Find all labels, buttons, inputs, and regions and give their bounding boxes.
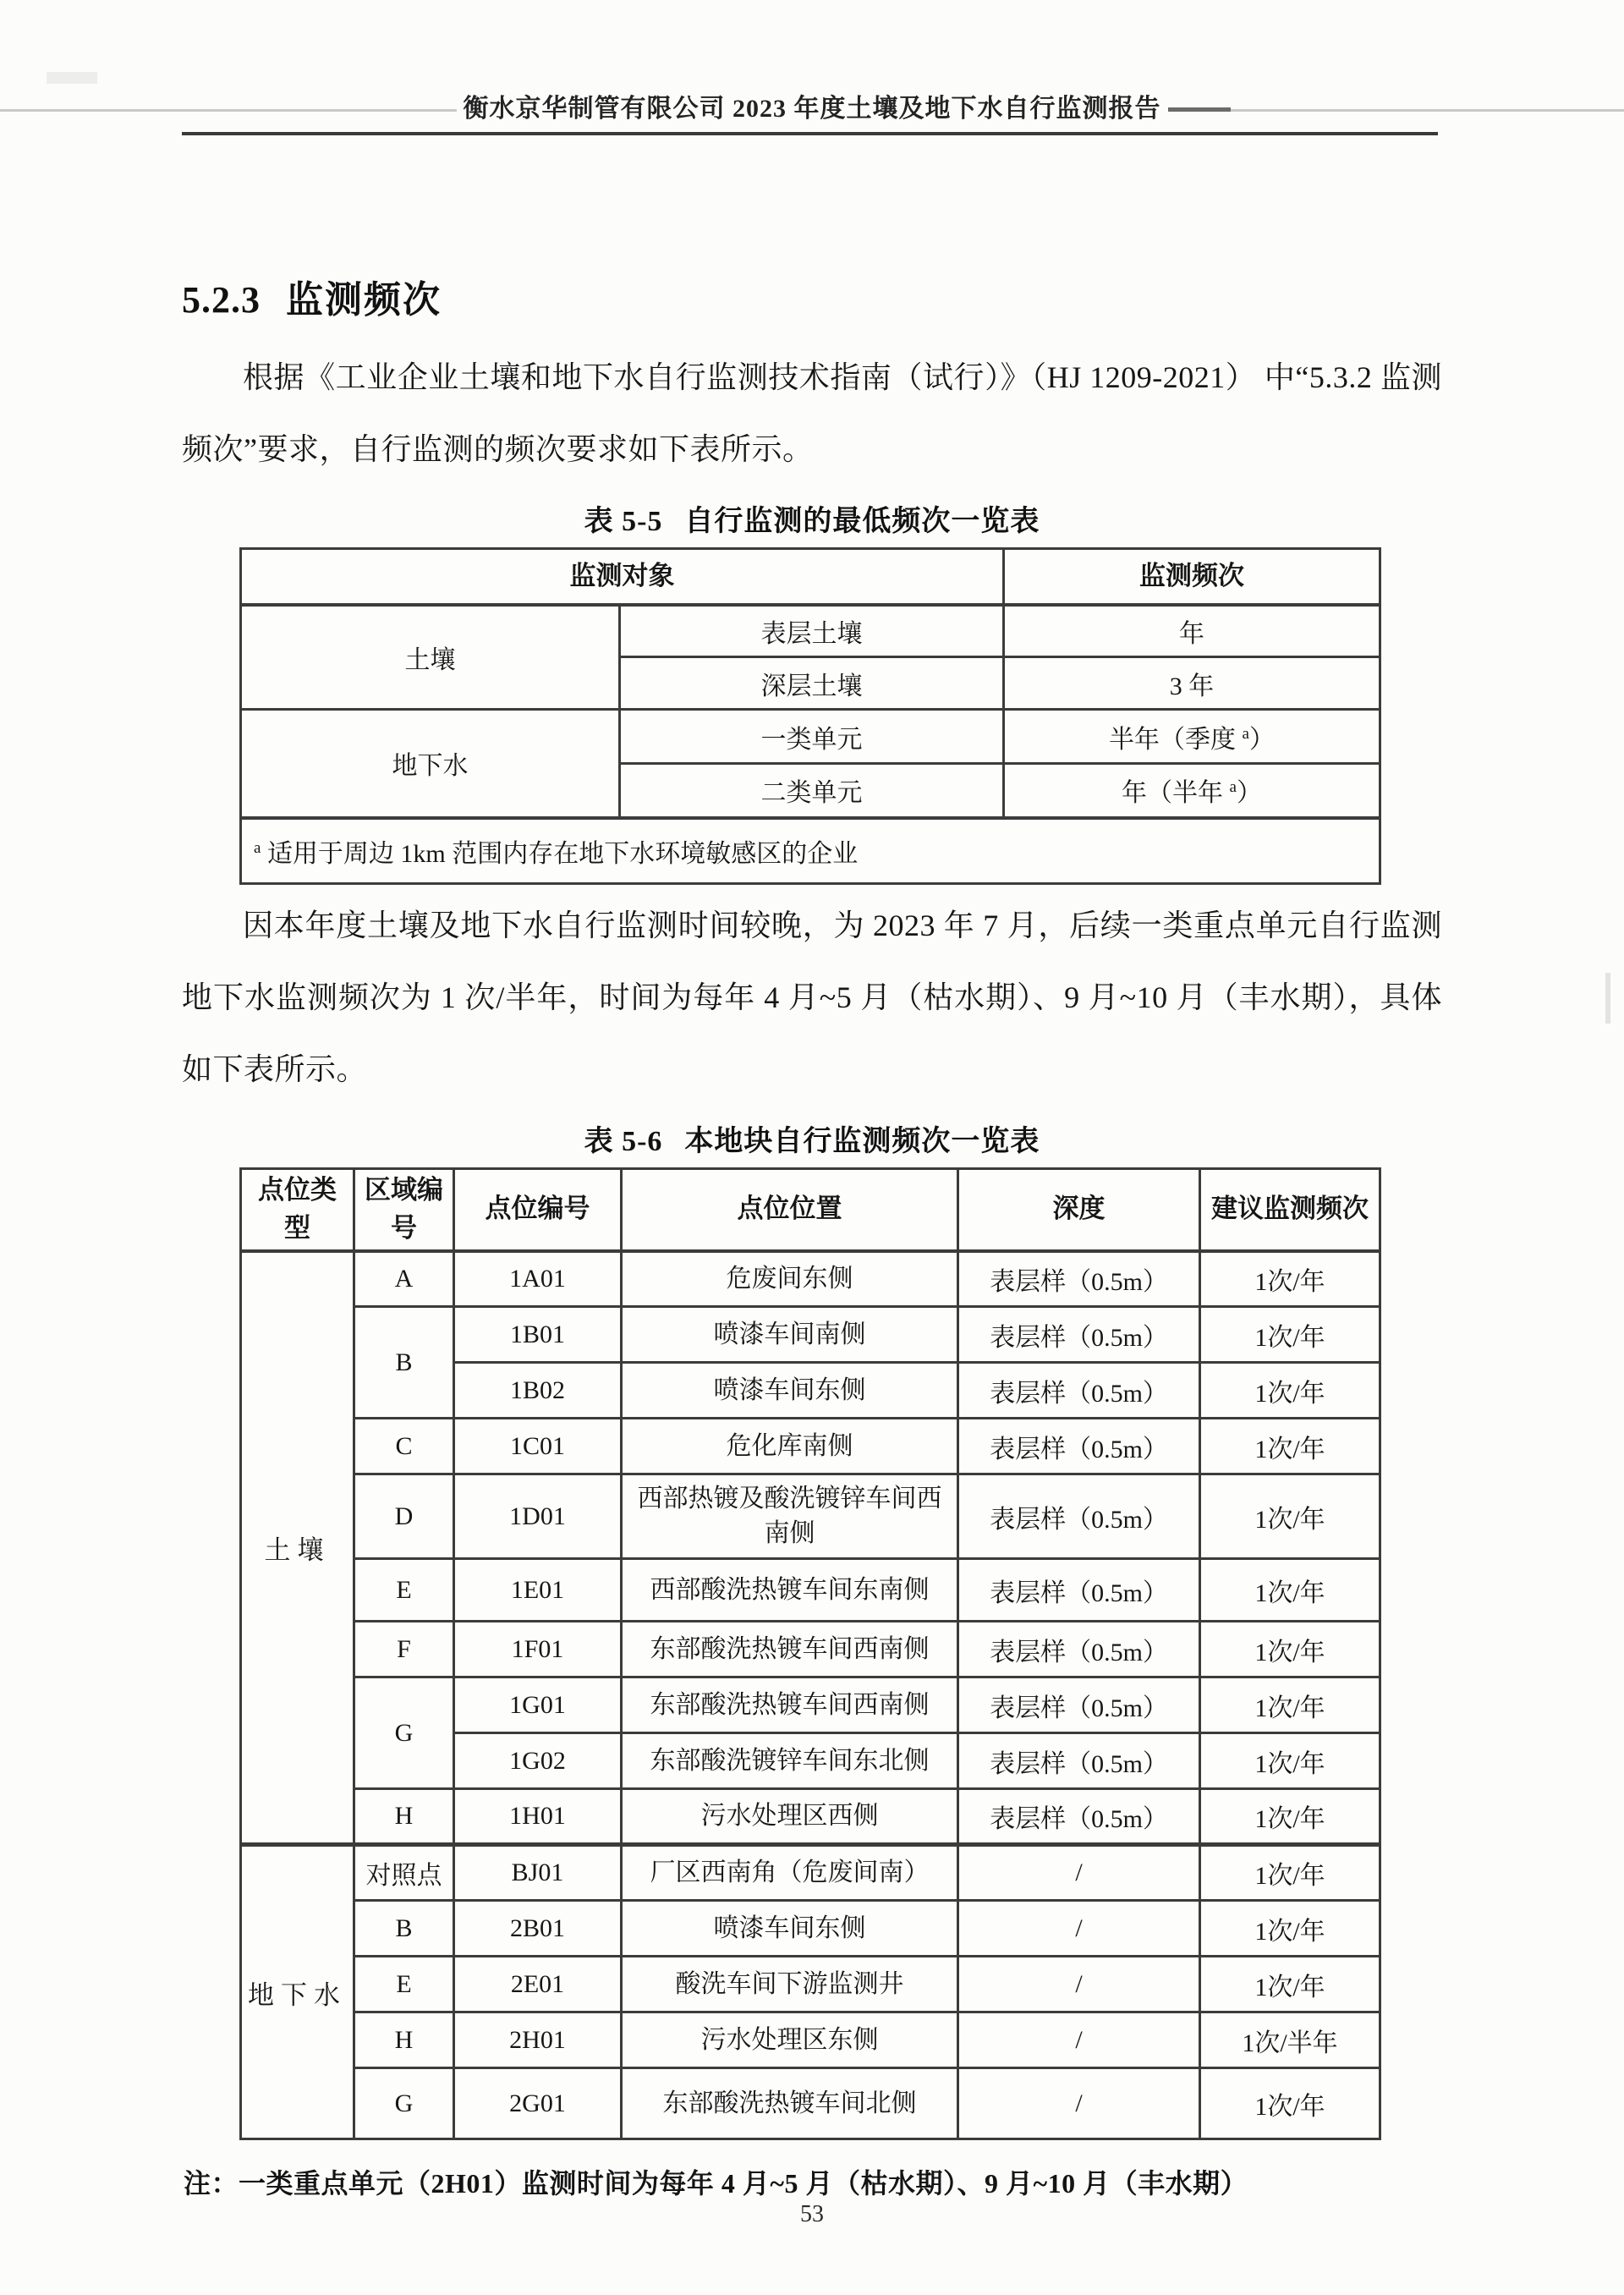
- depth-cell: /: [958, 1901, 1200, 1957]
- frequency-cell: 1次/年: [1200, 1363, 1380, 1419]
- zone-cell: D: [354, 1474, 454, 1559]
- category-cell-soil: 土壤: [241, 1251, 354, 1845]
- table-5-6-caption: [182, 1117, 1442, 1159]
- zone-cell: E: [354, 1957, 454, 2012]
- frequency-cell: 1次/年: [1200, 1474, 1380, 1559]
- frequency-cell: 半年（季度 $^a$）: [1004, 710, 1380, 764]
- depth-cell: 表层样（0.5m）: [958, 1677, 1200, 1733]
- code-cell: 2H01: [454, 2012, 622, 2068]
- table-5-5-caption-text: 自行监测的最低频次一览表: [684, 506, 1040, 537]
- table-5-5-header-row: [241, 549, 1380, 605]
- header-point-type: 点位类型: [241, 1169, 354, 1251]
- location-cell: 东部酸洗镀锌车间东北侧: [622, 1733, 958, 1789]
- frequency-cell: 1次/年: [1200, 1845, 1380, 1901]
- running-header-title-text: 衡水京华制管有限公司 2023 年度土壤及地下水自行监测报告: [457, 95, 1168, 123]
- frequency-cell: 1次/年: [1200, 1622, 1380, 1677]
- zone-cell: H: [354, 2012, 454, 2068]
- header-point-location: 点位位置: [622, 1169, 958, 1251]
- table-row: [241, 1419, 1380, 1474]
- sub-cell: 深层土壤: [620, 657, 1004, 710]
- table-row: [241, 2068, 1380, 2139]
- category-cell-groundwater: 地下水: [241, 710, 620, 818]
- table-row: [241, 1251, 1380, 1307]
- frequency-cell: 年（半年 $^a$）: [1004, 764, 1380, 818]
- location-cell: 东部酸洗热镀车间西南侧: [622, 1677, 958, 1733]
- code-cell: 1G01: [454, 1677, 622, 1733]
- table-note: 注：一类重点单元（2H01）监测时间为每年 4 月~5 月（枯水期）、9 月~10 月（丰水期）: [184, 2168, 1248, 2199]
- table-5-5-caption-label: 表 5-5: [584, 506, 663, 537]
- table-row: [241, 1559, 1380, 1622]
- category-cell-groundwater: 地下水: [241, 1845, 354, 2139]
- location-cell: 污水处理区东侧: [622, 2012, 958, 2068]
- table-row: [241, 1901, 1380, 1957]
- zone-cell: G: [354, 1677, 454, 1789]
- location-cell: 喷漆车间东侧: [622, 1363, 958, 1419]
- location-cell: 喷漆车间东侧: [622, 1901, 958, 1957]
- code-cell: BJ01: [454, 1845, 622, 1901]
- zone-cell: C: [354, 1419, 454, 1474]
- running-header-title: [0, 87, 1624, 124]
- footnote-ref: a: [1229, 778, 1237, 797]
- depth-cell: /: [958, 2068, 1200, 2139]
- footnote-ref: a: [1242, 724, 1249, 743]
- zone-cell: F: [354, 1622, 454, 1677]
- depth-cell: 表层样（0.5m）: [958, 1789, 1200, 1845]
- zone-cell: H: [354, 1789, 454, 1845]
- code-cell: 1F01: [454, 1622, 622, 1677]
- table-row: [241, 1845, 1380, 1901]
- location-cell: 喷漆车间南侧: [622, 1307, 958, 1363]
- footnote-marker: a: [254, 838, 261, 857]
- table-footnote-row: [241, 818, 1380, 884]
- header-monitoring-object: 监测对象: [241, 549, 1004, 605]
- table-row: [241, 2012, 1380, 2068]
- depth-cell: /: [958, 1845, 1200, 1901]
- table-row: [241, 1307, 1380, 1363]
- frequency-cell: 1次/年: [1200, 1957, 1380, 2012]
- section-heading: [182, 269, 1442, 323]
- code-cell: 1A01: [454, 1251, 622, 1307]
- code-cell: 2E01: [454, 1957, 622, 2012]
- frequency-cell: 1次/年: [1200, 1559, 1380, 1622]
- depth-cell: 表层样（0.5m）: [958, 1307, 1200, 1363]
- category-cell-soil: 土壤: [241, 605, 620, 710]
- location-cell: 危化库南侧: [622, 1419, 958, 1474]
- header-point-code: 点位编号: [454, 1169, 622, 1251]
- zone-cell: E: [354, 1559, 454, 1622]
- table-5-6-caption-text: 本地块自行监测频次一览表: [684, 1126, 1040, 1157]
- location-cell: 西部酸洗热镀车间东南侧: [622, 1559, 958, 1622]
- location-cell: 东部酸洗热镀车间北侧: [622, 2068, 958, 2139]
- depth-cell: 表层样（0.5m）: [958, 1363, 1200, 1419]
- table-5-6-caption-label: 表 5-6: [584, 1126, 663, 1157]
- zone-cell: A: [354, 1251, 454, 1307]
- depth-cell: /: [958, 1957, 1200, 2012]
- code-cell: 2G01: [454, 2068, 622, 2139]
- zone-cell: 对照点: [354, 1845, 454, 1901]
- sub-cell: 表层土壤: [620, 605, 1004, 657]
- table-row: [241, 1957, 1380, 2012]
- location-cell: 东部酸洗热镀车间西南侧: [622, 1622, 958, 1677]
- depth-cell: 表层样（0.5m）: [958, 1419, 1200, 1474]
- header-suggested-frequency: 建议监测频次: [1200, 1169, 1380, 1251]
- frequency-cell: 1次/年: [1200, 1419, 1380, 1474]
- table-footnote: [241, 818, 1380, 884]
- frequency-cell: 1次/年: [1200, 2068, 1380, 2139]
- table-5-5: [239, 547, 1381, 885]
- table-5-5-caption: [182, 497, 1442, 539]
- table-row: [241, 605, 1380, 657]
- location-cell: 酸洗车间下游监测井: [622, 1957, 958, 2012]
- frequency-cell: 1次/年: [1200, 1251, 1380, 1307]
- table-row: [241, 1622, 1380, 1677]
- table-row: [241, 1789, 1380, 1845]
- table-row: [241, 710, 1380, 764]
- zone-cell: B: [354, 1307, 454, 1419]
- code-cell: 1G02: [454, 1733, 622, 1789]
- footnote-text: 适用于周边 1km 范围内存在地下水环境敏感区的企业: [261, 839, 859, 868]
- scan-smudge: [47, 72, 97, 84]
- depth-cell: 表层样（0.5m）: [958, 1251, 1200, 1307]
- depth-cell: 表层样（0.5m）: [958, 1733, 1200, 1789]
- header-underline: [182, 132, 1438, 135]
- frequency-cell: 1次/年: [1200, 1677, 1380, 1733]
- depth-cell: 表层样（0.5m）: [958, 1622, 1200, 1677]
- code-cell: 2B01: [454, 1901, 622, 1957]
- frequency-cell: 3 年: [1004, 657, 1380, 710]
- depth-cell: /: [958, 2012, 1200, 2068]
- section-title: 监测频次: [286, 279, 442, 321]
- code-cell: 1B02: [454, 1363, 622, 1419]
- scan-smudge: [1605, 973, 1610, 1024]
- table-5-6-header-row: [241, 1169, 1380, 1251]
- header-depth: 深度: [958, 1169, 1200, 1251]
- page-number: 53: [800, 2201, 824, 2227]
- code-cell: 1E01: [454, 1559, 622, 1622]
- location-cell: 污水处理区西侧: [622, 1789, 958, 1845]
- paragraph-1: 根据《工业企业土壤和地下水自行监测技术指南（试行）》（HJ 1209-2021） 中“5.3.2 监测频次”要求，自行监测的频次要求如下表所示。: [182, 360, 1442, 466]
- code-cell: 1H01: [454, 1789, 622, 1845]
- frequency-cell: 年: [1004, 605, 1380, 657]
- location-cell: 厂区西南角（危废间南）: [622, 1845, 958, 1901]
- sub-cell: 一类单元: [620, 710, 1004, 764]
- section-number: 5.2.3: [182, 279, 261, 321]
- table-row: [241, 1677, 1380, 1733]
- zone-cell: G: [354, 2068, 454, 2139]
- table-5-6: [239, 1167, 1381, 2140]
- zone-cell: B: [354, 1901, 454, 1957]
- paragraph-2: 因本年度土壤及地下水自行监测时间较晚，为 2023 年 7 月，后续一类重点单元自行监测地下水监测频次为 1 次/半年，时间为每年 4 月~5 月（枯水期）、9 月~10 月（丰水期），具体如下表所示。: [182, 909, 1442, 1086]
- frequency-cell: 1次/年: [1200, 1901, 1380, 1957]
- depth-cell: 表层样（0.5m）: [958, 1559, 1200, 1622]
- depth-cell: 表层样（0.5m）: [958, 1474, 1200, 1559]
- page-content: [182, 254, 1442, 2201]
- header-monitoring-frequency: 监测频次: [1004, 549, 1380, 605]
- header-zone-code: 区域编号: [354, 1169, 454, 1251]
- code-cell: 1B01: [454, 1307, 622, 1363]
- code-cell: 1C01: [454, 1419, 622, 1474]
- location-cell: 危废间东侧: [622, 1251, 958, 1307]
- frequency-cell: 1次/年: [1200, 1789, 1380, 1845]
- table-row: [241, 1474, 1380, 1559]
- location-cell: 西部热镀及酸洗镀锌车间西南侧: [622, 1474, 958, 1559]
- code-cell: 1D01: [454, 1474, 622, 1559]
- frequency-cell: 1次/半年: [1200, 2012, 1380, 2068]
- frequency-cell: 1次/年: [1200, 1307, 1380, 1363]
- frequency-cell: 1次/年: [1200, 1733, 1380, 1789]
- sub-cell: 二类单元: [620, 764, 1004, 818]
